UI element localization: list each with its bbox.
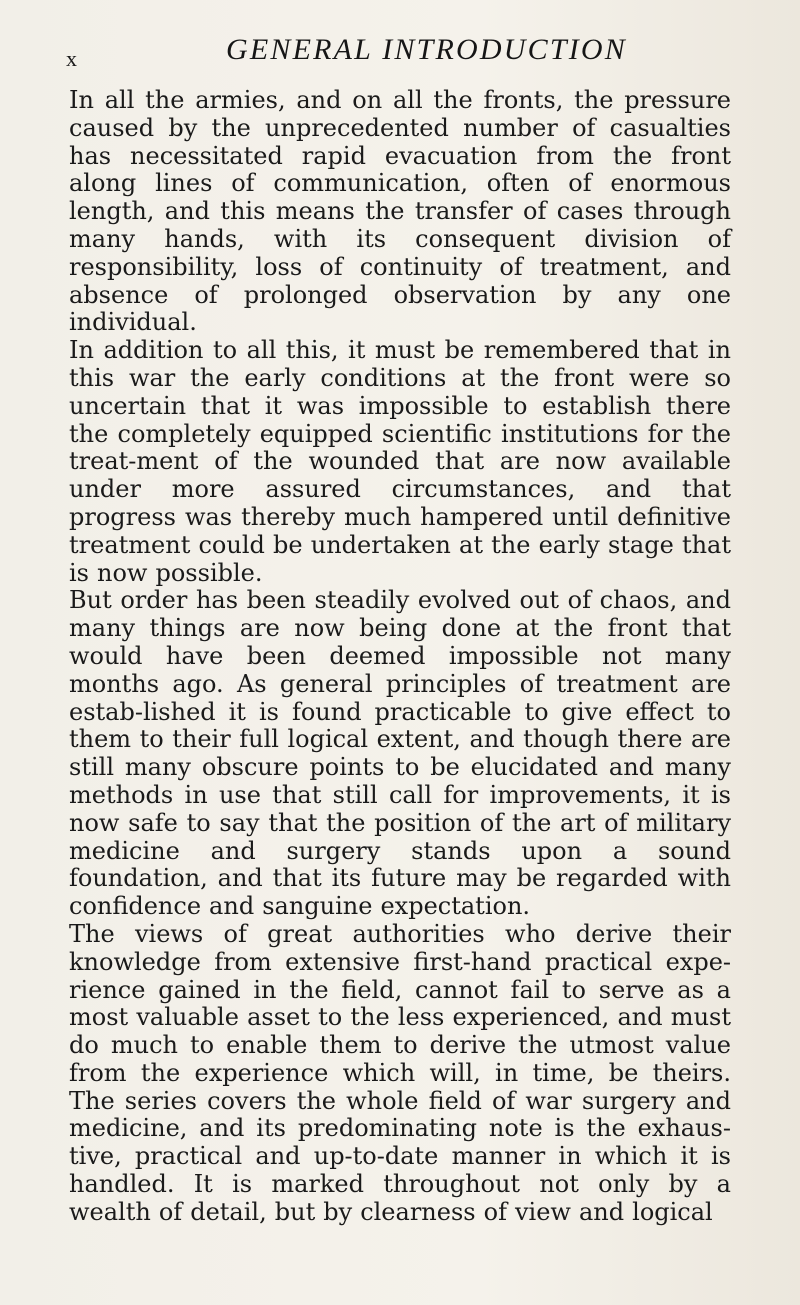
paragraph-4: The views of great authorities who derive their knowledge from extensive first-hand practical expe-rience gained in the field, cannot fail to serve as a most valuable asset to the less experienced, and must do much to enable them to derive the utmost value from the experience which will, in time, be theirs. The series covers the whole field of war surgery and medicine, and its predominating note is the exhaus-tive, practical and up-to-date manner in which it is handled. It is marked throughout not only by a wealth of detail, but by clearness of view and logical [69,919,731,1226]
paragraph-1: In all the armies, and on all the fronts, the pressure caused by the unprecedented number of casualties has necessitated rapid evacuation from the front along lines of communication, often of enormous length, and this means the transfer of cases through many hands, with its consequent division of responsibility, loss of continuity of treatment, and absence of prolonged observation by any one individual. [69,86,731,337]
paragraph-2: In addition to all this, it must be remembered that in this war the early conditions at the front were so uncertain that it was impossible to establish there the completely equipped scientific institutions for the treat-ment of the wounded that are now available under more assured circumstances, and that progress was thereby much hampered until definitive treatment could be undertaken at the early stage that is now possible. [69,336,731,587]
page-number: x [66,46,78,71]
running-head: GENERAL INTRODUCTION [226,33,627,66]
paragraph-3: But order has been steadily evolved out of chaos, and many things are now being done at the front that would have been deemed impossible not many months ago. As general principles of treatment are estab-lished it is found practicable to give effect to them to their full logical extent, and though there are still many obscure points to be elucidated and many methods in use that still call for improvements, it is now safe to say that the position of the art of military medicine and surgery stands upon a sound foundation, and that its future may be regarded with confidence and sanguine expectation. [69,586,731,921]
body-text [69,87,731,1227]
